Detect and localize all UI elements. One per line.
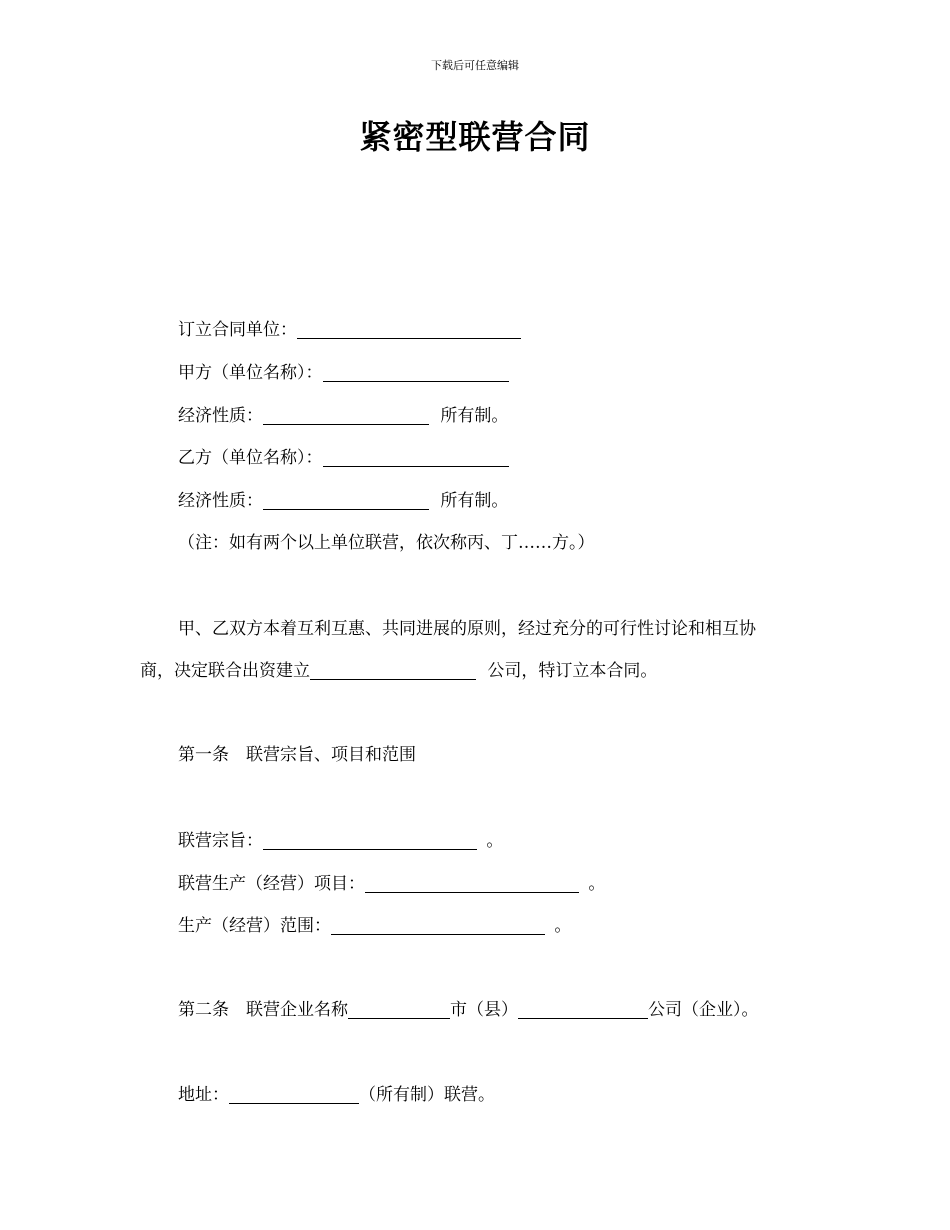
header-note: 下载后可任意编辑 xyxy=(431,59,519,72)
party-a-line xyxy=(178,361,509,385)
party-a-nature-line xyxy=(178,404,508,428)
address-suffix: （所有制）联营。 xyxy=(359,1085,495,1105)
parties-note: （注：如有两个以上单位联营，依次称丙、丁……方。） xyxy=(178,533,595,553)
party-a-blank[interactable] xyxy=(323,363,509,382)
purpose-suffix: 。 xyxy=(486,831,504,851)
purpose-line xyxy=(178,829,503,853)
party-a-nature-label: 经济性质： xyxy=(178,406,263,426)
contract-unit-blank[interactable] xyxy=(297,320,521,339)
scope-label: 生产（经营）范围： xyxy=(178,916,331,936)
project-suffix: 。 xyxy=(588,874,606,894)
party-a-nature-blank[interactable] xyxy=(263,406,429,425)
contract-unit-label: 订立合同单位： xyxy=(178,320,297,340)
party-a-nature-suffix: 所有制。 xyxy=(440,406,509,426)
party-b-line xyxy=(178,446,509,470)
article2-prefix: 第二条 联营企业名称 xyxy=(178,1000,348,1020)
document-title: 紧密型联营合同 xyxy=(359,118,591,156)
preamble-line-2 xyxy=(140,659,657,683)
scope-line xyxy=(178,914,571,938)
company-name-blank[interactable] xyxy=(310,661,476,680)
party-b-blank[interactable] xyxy=(323,448,509,467)
address-line xyxy=(178,1083,495,1107)
enterprise-name-blank[interactable] xyxy=(518,1000,648,1019)
scope-blank[interactable] xyxy=(331,916,545,935)
party-b-nature-suffix: 所有制。 xyxy=(440,491,509,511)
project-line xyxy=(178,872,605,896)
city-blank[interactable] xyxy=(348,1000,450,1019)
address-blank[interactable] xyxy=(229,1085,359,1104)
company-label: 公司（企业）。 xyxy=(648,1000,759,1020)
preamble-suffix: 公司，特订立本合同。 xyxy=(487,661,658,681)
preamble-prefix: 商，决定联合出资建立 xyxy=(140,661,310,681)
purpose-blank[interactable] xyxy=(263,831,477,850)
party-b-nature-line xyxy=(178,489,508,513)
party-b-nature-label: 经济性质： xyxy=(178,491,263,511)
article2-line xyxy=(178,998,759,1022)
city-label: 市（县） xyxy=(450,1000,518,1020)
address-label: 地址： xyxy=(178,1085,229,1105)
project-label: 联营生产（经营）项目： xyxy=(178,874,365,894)
purpose-label: 联营宗旨： xyxy=(178,831,263,851)
project-blank[interactable] xyxy=(365,874,579,893)
party-b-label: 乙方（单位名称）： xyxy=(178,448,323,468)
scope-suffix: 。 xyxy=(554,916,572,936)
party-b-nature-blank[interactable] xyxy=(263,491,429,510)
preamble-line-1: 甲、乙双方本着互利互惠、共同进展的原则，经过充分的可行性讨论和相互协 xyxy=(178,619,756,639)
article1-heading: 第一条 联营宗旨、项目和范围 xyxy=(178,745,416,765)
contract-unit-line xyxy=(178,318,521,342)
party-a-label: 甲方（单位名称）： xyxy=(178,363,323,383)
